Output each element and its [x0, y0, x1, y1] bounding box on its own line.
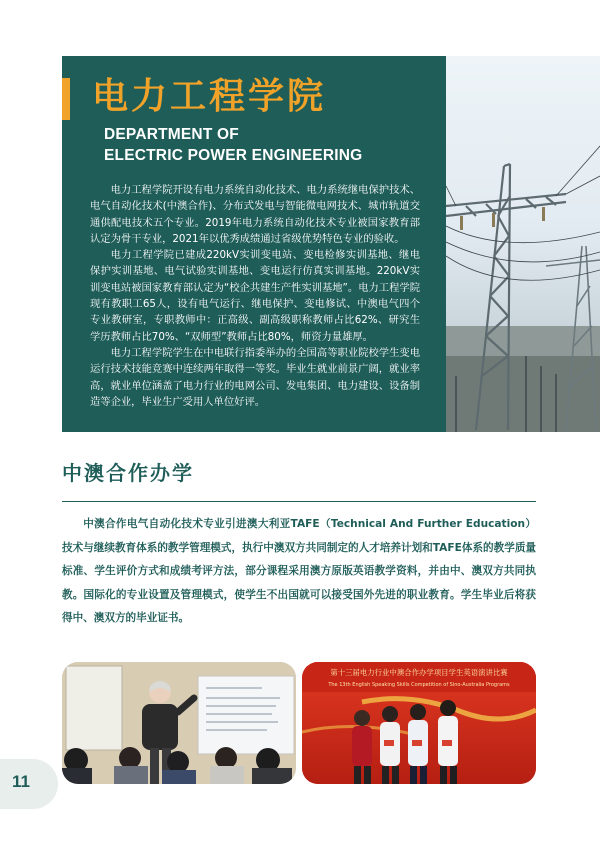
coop-section-title: 中澳合作办学 [62, 461, 194, 485]
intro-paragraph: 电力工程学院已建成220kV实训变电站、变电检修实训基地、继电保护实训基地、电气试验实训基地、变电运行仿真实训基地。220kV实训变电站被国家教育部认定为“校企共建生产性实训基地”。电力工程学院现有教职工65人，设有电气运行、继电保护、变电修试、中澳电气四个专业教研室，专职教师中：正高级、副高级职称教师占比62%、研究生学历教师占比70%、“双师型”教师占比80%，师资力量雄厚。 [90, 249, 420, 343]
intro-text [90, 182, 420, 410]
department-title-en [104, 124, 362, 166]
substation-illustration [446, 56, 600, 432]
title-en-line-2: ELECTRIC POWER ENGINEERING [104, 147, 363, 164]
intro-paragraph: 电力工程学院学生在中电联行指委举办的全国高等职业院校学生变电运行技术技能竞赛中连续两年取得一等奖。毕业生就业前景广阔，就业率高，就业单位涵盖了电力行业的电网公司、发电集团、电力建设、设备制造等企业，毕业生广受用人单位好评。 [90, 346, 420, 408]
page-number: 11 [12, 772, 30, 791]
competition-illustration [302, 662, 536, 784]
department-title-cn: 电力工程学院 [92, 76, 327, 117]
competition-banner-cn: 第十三届电力行业中澳合作办学项目学生英语演讲比赛 [330, 668, 508, 677]
classroom-lecture-photo [62, 662, 296, 784]
coop-paragraph: 中澳合作电气自动化技术专业引进澳大利亚TAFE（Technical And Further Education）技术与继续教育体系的教学管理模式，执行中澳双方共同制定的人才培养计划和TAFE体系的教学质量标准、学生评价方式和成绩考评方法，部分课程采用澳方原版英语教学资料，并由中、澳双方共同执教。国际化的专业设置及管理模式，使学生不出国就可以接受国外先进的职业教育。学生毕业后将获得中、澳双方的毕业证书。 [62, 518, 537, 625]
intro-paragraph: 电力工程学院开设有电力系统自动化技术、电力系统继电保护技术、电气自动化技术(中澳合作)、分布式发电与智能微电网技术、城市轨道交通供配电技术五个专业。2019年电力系统自动化技术专业被国家教育部认定为骨干专业，2021年以优秀成绩通过省级优势特色专业的验收。 [90, 184, 420, 245]
section-divider [62, 501, 536, 502]
title-accent-bar [62, 78, 70, 120]
substation-photo [446, 56, 600, 432]
speech-competition-photo [302, 662, 536, 784]
classroom-illustration [62, 662, 296, 784]
competition-banner-en: The 13th English Speaking Skills Competition of Sino-Australia Programs [328, 682, 510, 688]
title-en-line-1: DEPARTMENT OF [104, 126, 239, 143]
